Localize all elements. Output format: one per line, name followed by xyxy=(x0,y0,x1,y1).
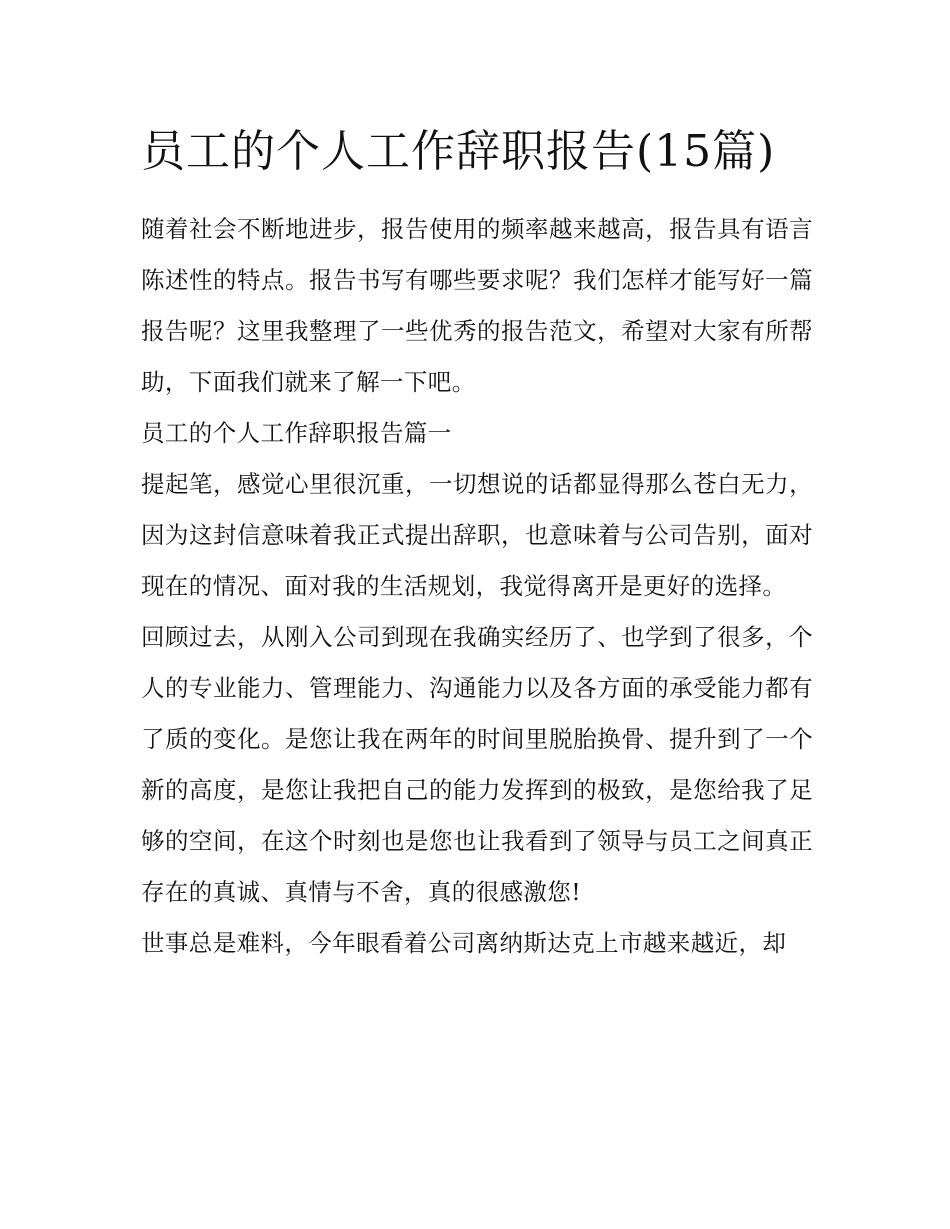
body-paragraph: 回顾过去，从刚入公司到现在我确实经历了、也学到了很多，个人的专业能力、管理能力、沟通能力以及各方面的承受能力都有了质的变化。是您让我在两年的时间里脱胎换骨、提升到了一个新的高度，是您让我把自己的能力发挥到的极致，是您给我了足够的空间，在这个时刻也是您也让我看到了领导与员工之间真正存在的真诚、真情与不舍，真的很感激您! xyxy=(141,623,813,906)
body-paragraph: 提起笔，感觉心里很沉重，一切想说的话都显得那么苍白无力，因为这封信意味着我正式提出辞职，也意味着与公司告别，面对现在的情况、面对我的生活规划，我觉得离开是更好的选择。 xyxy=(141,470,813,600)
section-heading: 员工的个人工作辞职报告篇一 xyxy=(141,419,452,447)
body-paragraph: 世事总是难料，今年眼看着公司离纳斯达克上市越来越近，却 xyxy=(141,929,787,957)
document-page xyxy=(141,112,813,969)
intro-paragraph: 随着社会不断地进步，报告使用的频率越来越高，报告具有语言陈述性的特点。报告书写有哪些要求呢？我们怎样才能写好一篇报告呢？这里我整理了一些优秀的报告范文，希望对大家有所帮助，下面我们就来了解一下吧。 xyxy=(141,215,813,396)
document-title: 员工的个人工作辞职报告(15篇) xyxy=(141,126,776,177)
